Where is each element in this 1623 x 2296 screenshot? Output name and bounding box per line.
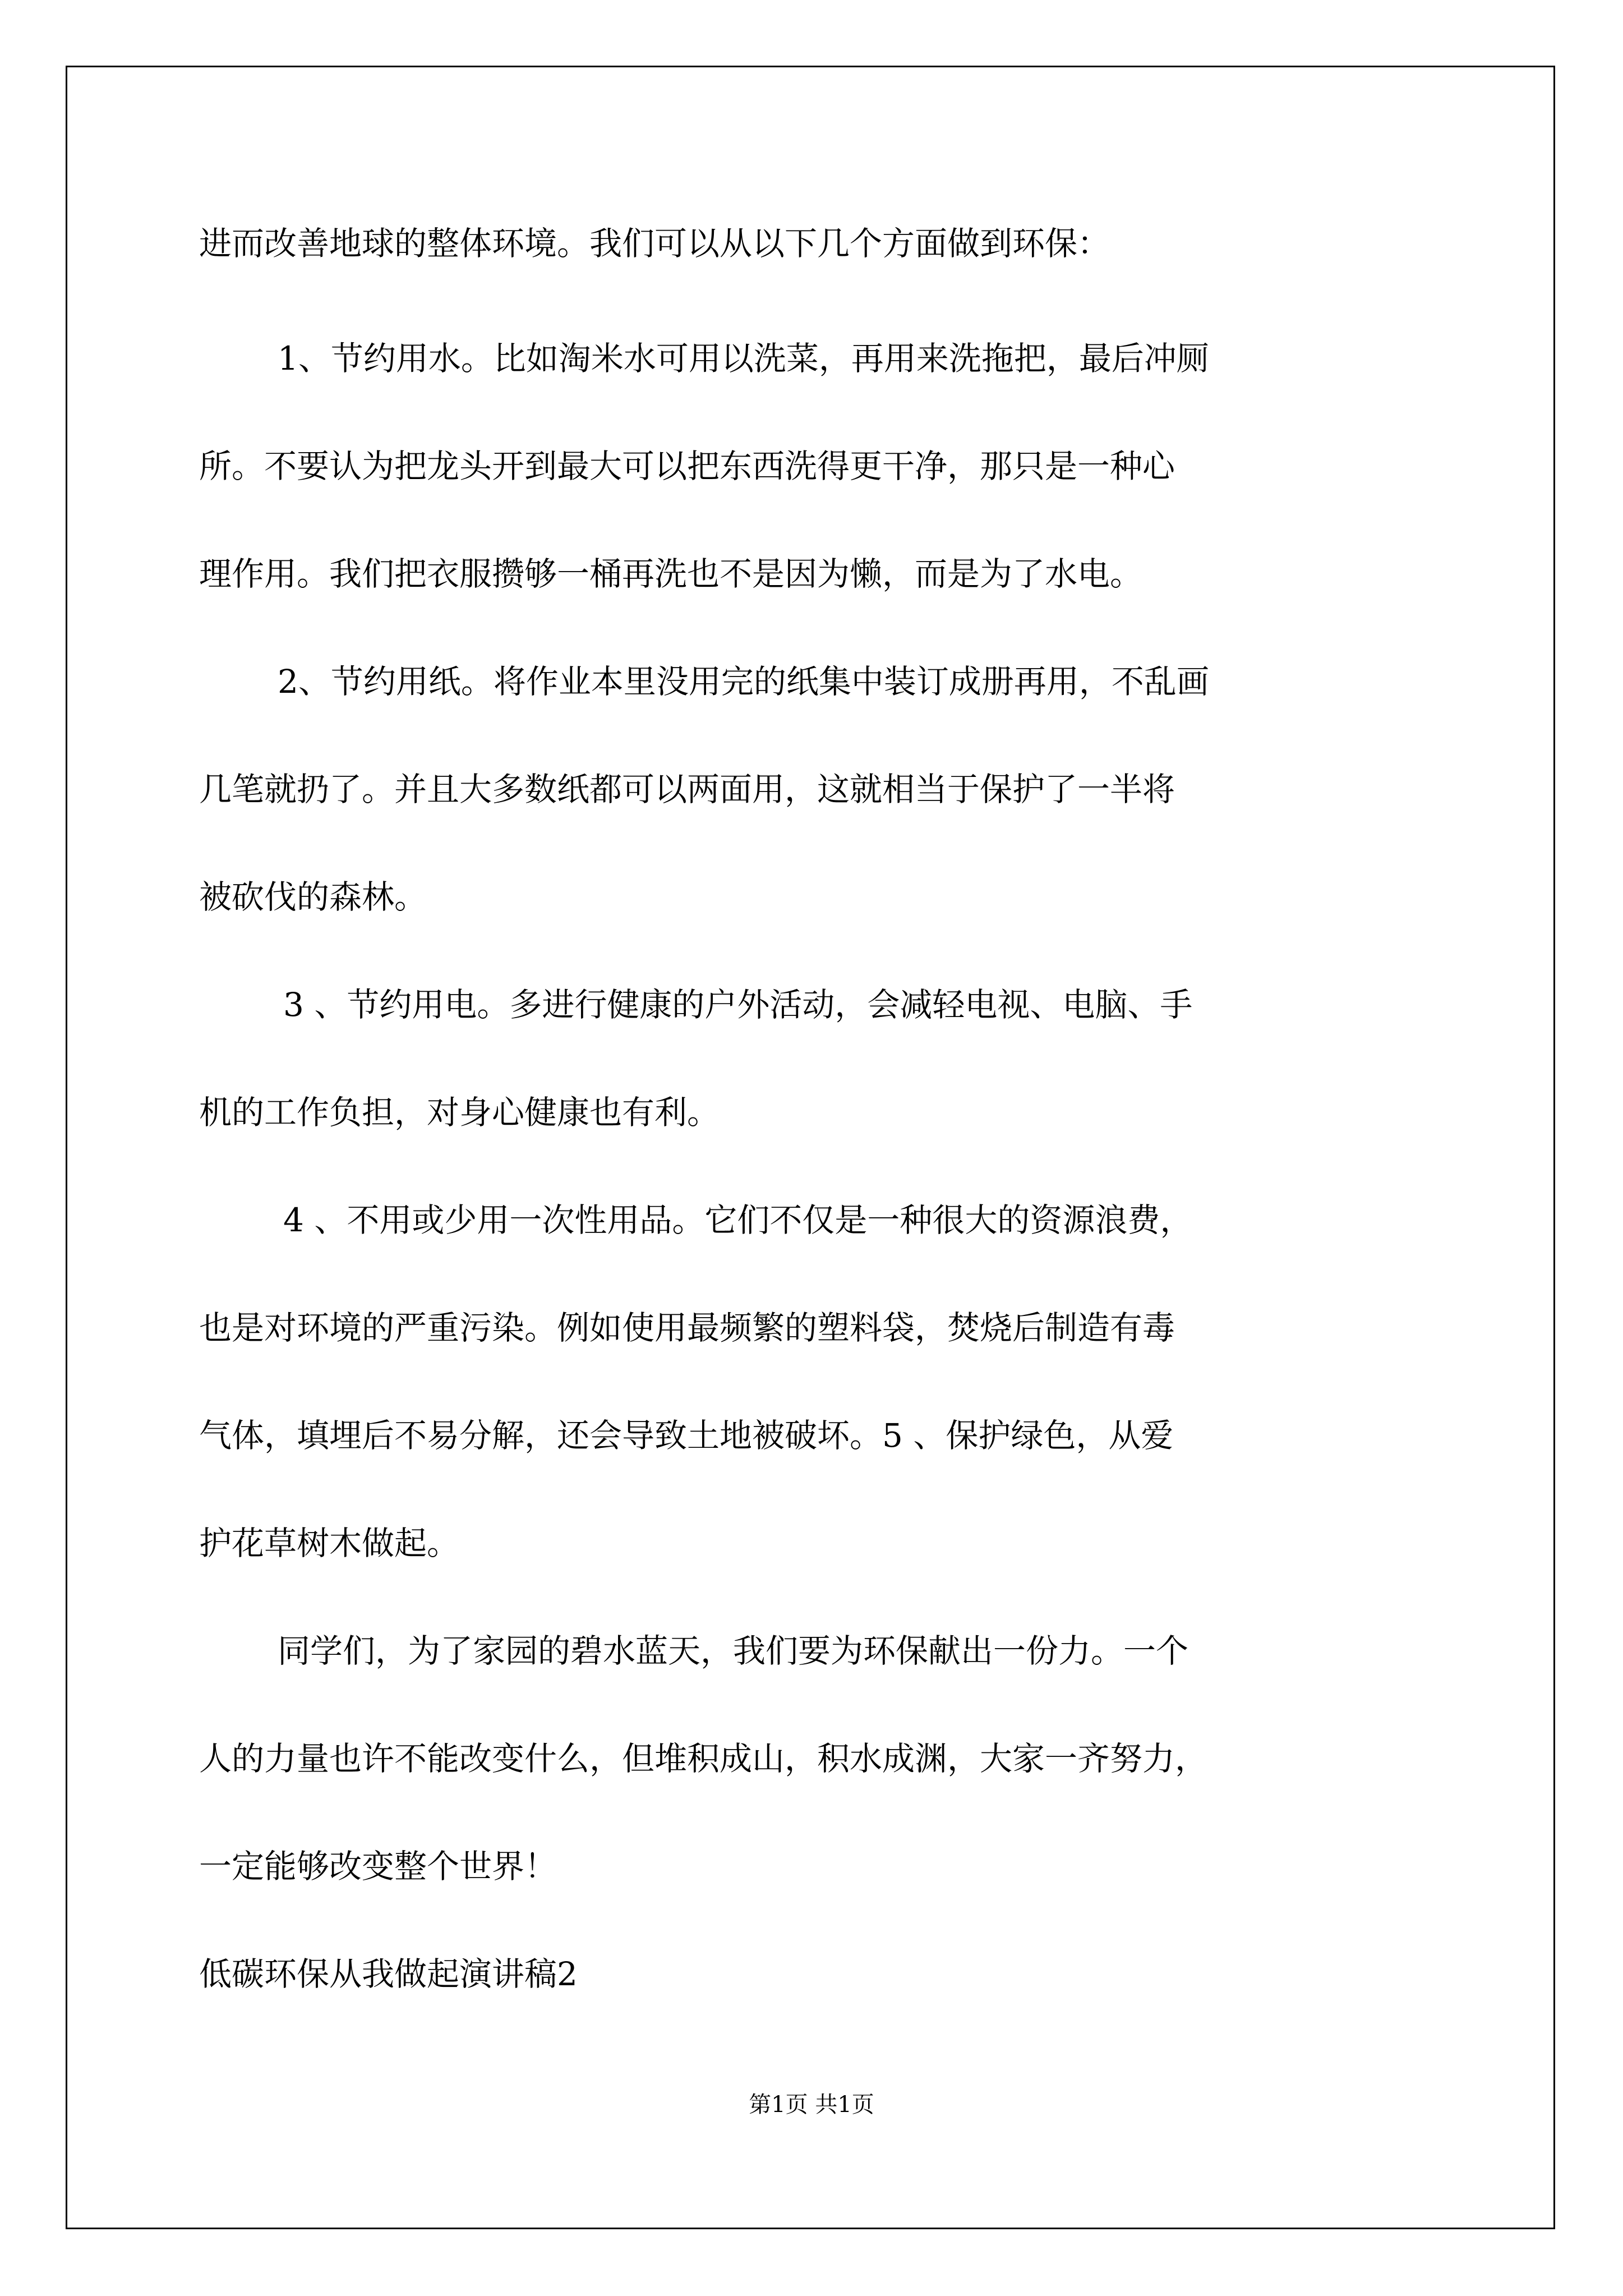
text-line: 护花草树木做起。	[199, 1524, 460, 1562]
text-line: 人的力量也许不能改变什么，但堆积成山，积水成渊，大家一齐努力，	[199, 1740, 1208, 1778]
text-line: 机的工作负担，对身心健康也有利。	[199, 1093, 720, 1131]
text-line: 气体，填埋后不易分解，还会导致土地被破坏。5 、保护绿色，从爱	[199, 1416, 1174, 1455]
text-line: 所。不要认为把龙头开到最大可以把东西洗得更干净，那只是一种心	[199, 447, 1175, 485]
text-line: 也是对环境的严重污染。例如使用最频繁的塑料袋，焚烧后制造有毒	[199, 1309, 1175, 1347]
text-line: 同学们，为了家园的碧水蓝天，我们要为环保献出一份力。一个	[278, 1632, 1189, 1670]
text-line: 进而改善地球的整体环境。我们可以从以下几个方面做到环保：	[199, 224, 1110, 263]
text-line: 2、节约用纸。将作业本里没用完的纸集中装订成册再用，不乱画	[278, 662, 1209, 701]
text-line: 理作用。我们把衣服攒够一桶再洗也不是因为懒，而是为了水电。	[199, 555, 1143, 593]
text-line: 几笔就扔了。并且大多数纸都可以两面用，这就相当于保护了一半将	[199, 770, 1175, 808]
text-line: 被砍伐的森林。	[199, 878, 427, 916]
page-border	[66, 66, 1555, 2229]
text-line: 一定能够改变整个世界！	[199, 1847, 557, 1885]
section-heading: 低碳环保从我做起演讲稿2	[199, 1955, 578, 1993]
text-line: 4 、不用或少用一次性用品。它们不仅是一种很大的资源浪费，	[283, 1201, 1193, 1239]
text-line: 3 、节约用电。多进行健康的户外活动，会减轻电视、电脑、手	[283, 986, 1193, 1024]
page-number-footer: 第1页 共1页	[749, 2092, 874, 2118]
text-line: 1、节约用水。比如淘米水可用以洗菜，再用来洗拖把，最后冲厕	[278, 339, 1209, 378]
